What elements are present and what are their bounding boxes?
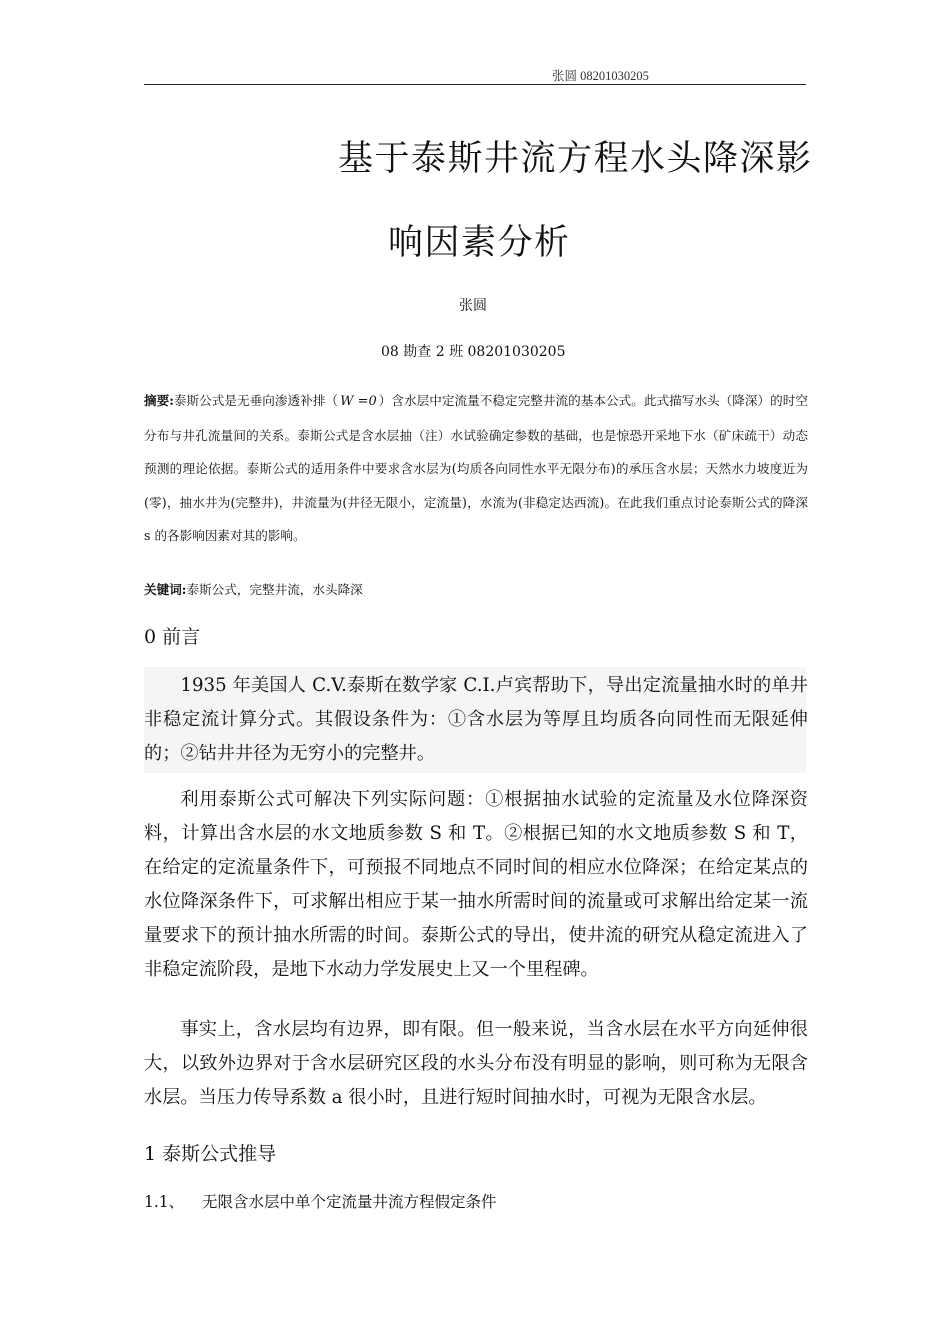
class-info: 08 勘查 2 班 08201030205 (381, 344, 566, 360)
abstract-text-after: ）含水层中定流量不稳定完整井流的基本公式。此式描写水头（降深）的时空分布与井孔流量间的关系。泰斯公式是含水层抽（注）水试验确定参数的基础，也是惊恐开采地下水（矿床疏干）动态预测的理论依据。泰斯公式的适用条件中要求含水层为(均质各向同性水平无限分布)的承压含水层；天然水力坡度近为(零)，抽水井为(完整井)，井流量为(井径无限小，定流量)，水流为(非稳定达西流)。在此我们重点讨论泰斯公式的降深 s 的各影响因素对其的影响。 (144, 393, 809, 543)
subsection-number: 1.1、 (144, 1193, 185, 1211)
keywords-text: 泰斯公式，完整井流，水头降深 (186, 582, 363, 597)
keywords (144, 579, 808, 598)
paragraph-2: 利用泰斯公式可解决下列实际问题：①根据抽水试验的定流量及水位降深资料，计算出含水层的水文地质参数 S 和 T。②根据已知的水文地质参数 S 和 T，在给定的定流量条件下，可预报不同地点不同时间的相应水位降深；在给定某点的水位降深条件下，可求解出相应于某一抽水所需时间的流量或可求解出给定某一流量要求下的预计抽水所需的时间。泰斯公式的导出，使井流的研究从稳定流进入了非稳定流阶段，是地下水动力学发展史上又一个里程碑。 (144, 789, 808, 980)
keywords-label: 关键词: (144, 582, 187, 597)
abstract-formula: W =0 (340, 394, 377, 409)
paragraph-1: 1935 年美国人 C.V.泰斯在数学家 C.I.卢宾帮助下，导出定流量抽水时的单井非稳定流计算分式。其假设条件为：①含水层为等厚且均质各向同性而无限延伸的；②钻井井径为无穷小的完整井。 (144, 675, 808, 764)
section-heading-1: 1 泰斯公式推导 (144, 1143, 277, 1165)
title-line-1: 基于泰斯井流方程水头降深影 (338, 139, 813, 179)
subsection-title: 无限含水层中单个定流量井流方程假定条件 (202, 1193, 497, 1211)
title-line-2: 响因素分析 (388, 223, 571, 263)
running-header: 张圆 08201030205 (552, 69, 649, 83)
author-name: 张圆 (459, 298, 487, 314)
section-heading-0: 0 前言 (144, 626, 201, 648)
abstract-label: 摘要: (144, 393, 174, 408)
paragraph-3: 事实上，含水层均有边界，即有限。但一般来说，当含水层在水平方向延伸很大，以致外边界对于含水层研究区段的水头分布没有明显的影响，则可称为无限含水层。当压力传导系数 a 很小时，且进行短时间抽水时，可视为无限含水层。 (144, 1019, 808, 1108)
abstract (144, 384, 808, 553)
abstract-text-before: 泰斯公式是无垂向渗透补排（ (173, 393, 339, 408)
header-rule (144, 84, 806, 85)
subsection-heading-1-1 (144, 1190, 497, 1212)
